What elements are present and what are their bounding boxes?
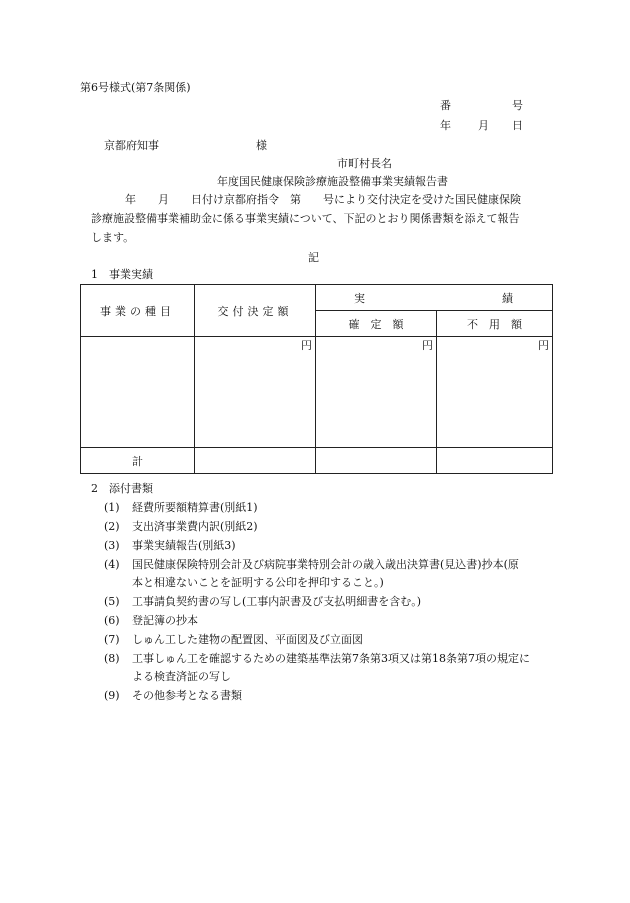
date-month: 月 — [478, 119, 489, 132]
list-item: よる検査済証の写し — [132, 670, 231, 683]
subheader-fuyou: 不 用 額 — [437, 311, 553, 337]
cell-koufu-yen: 円 — [195, 337, 316, 448]
body-line: 年 月 日付け京都府指令 第 号により交付決定を受けた国民健康保険 — [125, 193, 521, 206]
list-item: (9) その他参考となる書類 — [104, 689, 242, 702]
jisseki-left-char: 実 — [354, 292, 365, 305]
section2-title: 2 添付書類 — [91, 482, 153, 495]
sender-name: 市町村長名 — [337, 157, 392, 170]
document-title: 年度国民健康保険診療施設整備事業実績報告書 — [217, 175, 448, 188]
header-jigyou-shumoku: 事業の種目 — [81, 285, 195, 337]
list-item: (8) 工事しゅん工を確認するための建築基準法第7条第3項又は第18条第7項の規定に — [104, 652, 530, 665]
jisseki-table — [80, 284, 553, 474]
ki-heading: 記 — [308, 251, 319, 264]
list-item: 本と相違ないことを証明する公印を押印すること。) — [132, 576, 384, 589]
jisseki-right-char: 績 — [502, 292, 513, 305]
number-suffix: 号 — [512, 99, 523, 112]
section1-title: 1 事業実績 — [91, 268, 153, 281]
list-item: (5) 工事請負契約書の写し(工事内訳書及び支払明細書を含む。) — [104, 595, 422, 608]
total-fuyou — [437, 448, 553, 474]
list-item: (6) 登記簿の抄本 — [104, 614, 198, 627]
form-label: 第6号様式(第7条関係) — [80, 81, 191, 94]
total-koufu — [195, 448, 316, 474]
list-item: (4) 国民健康保険特別会計及び病院事業特別会計の歳入歳出決算書(見込書)抄本(原 — [104, 558, 519, 571]
list-item: (2) 支出済事業費内訳(別紙2) — [104, 520, 258, 533]
date-day: 日 — [512, 119, 523, 132]
header-jisseki — [316, 285, 553, 311]
cell-kakutei-yen: 円 — [316, 337, 437, 448]
body-line: 診療施設整備事業補助金に係る事業実績について、下記のとおり関係書類を添えて報告 — [91, 212, 520, 225]
header-koufu-kettei: 交付決定額 — [195, 285, 316, 337]
total-label: 計 — [81, 448, 195, 474]
list-item: (3) 事業実績報告(別紙3) — [104, 539, 236, 552]
subheader-kakutei: 確 定 額 — [316, 311, 437, 337]
cell-shumoku — [81, 337, 195, 448]
addressee-name: 京都府知事 — [104, 139, 159, 152]
cell-fuyou-yen: 円 — [437, 337, 553, 448]
list-item: (7) しゅん工した建物の配置図、平面図及び立面図 — [104, 633, 363, 646]
number-label: 番 — [440, 99, 451, 112]
total-kakutei — [316, 448, 437, 474]
body-line: します。 — [91, 231, 135, 244]
addressee-honorific: 様 — [256, 139, 267, 152]
date-year: 年 — [440, 119, 451, 132]
list-item: (1) 経費所要額精算書(別紙1) — [104, 501, 258, 514]
